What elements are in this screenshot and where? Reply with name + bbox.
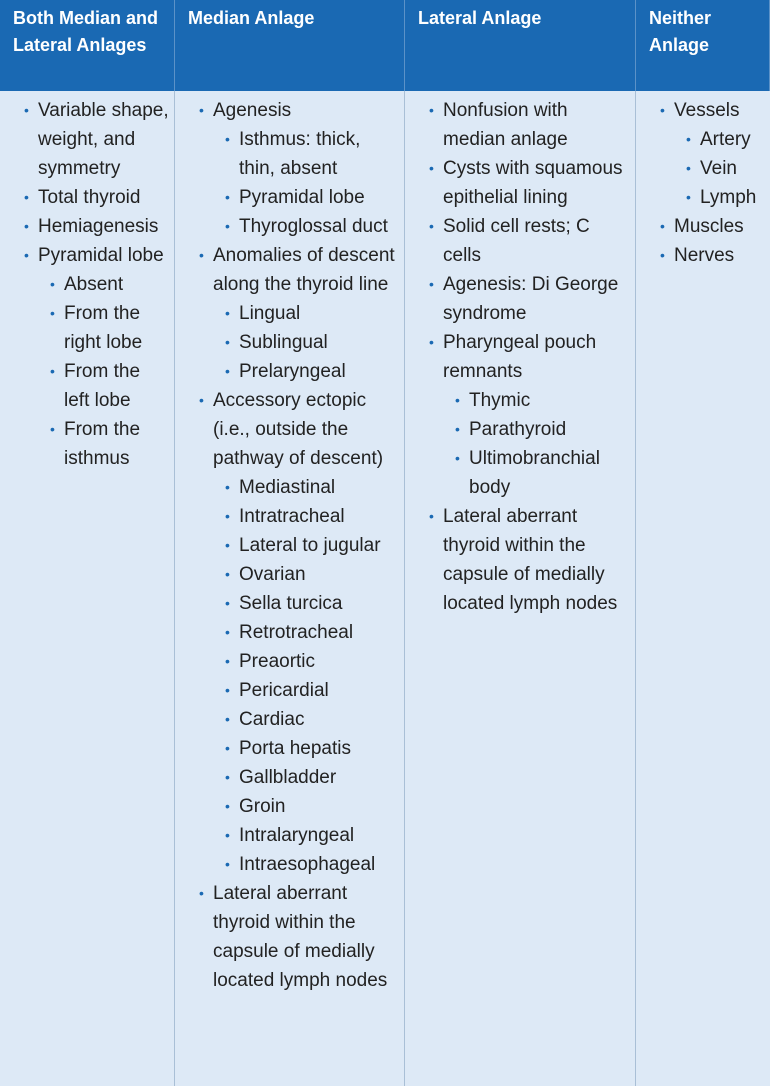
sub-list-item	[225, 531, 400, 560]
bullet-icon: •	[225, 508, 230, 524]
sub-list-item	[225, 705, 400, 734]
bullet-icon: •	[225, 334, 230, 350]
sub-list-item-text: Mediastinal	[239, 477, 336, 498]
bullet-icon: •	[225, 769, 230, 785]
sub-list-item	[225, 183, 400, 212]
list-item-text: Total thyroid	[38, 187, 141, 208]
sub-list-item	[225, 502, 400, 531]
bullet-icon: •	[225, 131, 230, 147]
column-lateral-anlage	[405, 91, 636, 1086]
sub-list-item	[225, 212, 400, 241]
sub-list-item	[225, 850, 400, 879]
list-item-text: Hemiagenesis	[38, 216, 159, 237]
list-item	[429, 212, 631, 270]
bullet-icon: •	[455, 392, 460, 408]
bullet-icon: •	[225, 827, 230, 843]
bullet-list	[175, 96, 400, 995]
bullet-icon: •	[225, 479, 230, 495]
bullet-icon: •	[50, 305, 55, 321]
list-item-text: Nonfusion with median anlage	[443, 100, 568, 150]
list-item	[24, 212, 170, 241]
sub-list-item-text: From the right lobe	[64, 303, 143, 353]
list-item	[429, 96, 631, 154]
sub-list-item	[50, 270, 170, 299]
bullet-icon: •	[225, 653, 230, 669]
header-both-anlages: Both Median and Lateral Anlages	[0, 0, 175, 91]
sub-list-item-text: Parathyroid	[469, 419, 567, 440]
sub-list-item-text: Vein	[700, 158, 737, 179]
list-item-text: Solid cell rests; C cells	[443, 216, 590, 266]
list-item-text: Muscles	[674, 216, 744, 237]
sub-list-item	[50, 415, 170, 473]
sub-list-item-text: Isthmus: thick, thin, absent	[239, 129, 361, 179]
sub-list-item-text: Thymic	[469, 390, 531, 411]
bullet-icon: •	[225, 566, 230, 582]
list-item-text: Accessory ectopic (i.e., outside the pathway of descent)	[213, 390, 384, 469]
bullet-icon: •	[199, 885, 204, 901]
list-item	[24, 183, 170, 212]
sub-list-item-text: Intratracheal	[239, 506, 345, 527]
sub-list-item-text: Prelaryngeal	[239, 361, 346, 382]
list-item-text: Variable shape, weight, and symmetry	[38, 100, 169, 179]
sub-bullet-list	[38, 270, 170, 473]
bullet-icon: •	[225, 740, 230, 756]
bullet-icon: •	[225, 305, 230, 321]
bullet-icon: •	[225, 363, 230, 379]
sub-list-item-text: Sella turcica	[239, 593, 343, 614]
bullet-icon: •	[225, 595, 230, 611]
bullet-list	[636, 96, 766, 270]
sub-list-item-text: Retrotracheal	[239, 622, 354, 643]
bullet-icon: •	[660, 102, 665, 118]
header-lateral-anlage: Lateral Anlage	[405, 0, 636, 91]
list-item	[199, 241, 400, 386]
sub-list-item	[225, 357, 400, 386]
header-neither-anlage: Neither Anlage	[636, 0, 770, 91]
bullet-icon: •	[24, 218, 29, 234]
sub-list-item	[455, 386, 631, 415]
sub-bullet-list	[213, 125, 400, 241]
sub-list-item	[225, 734, 400, 763]
list-item-text: Agenesis	[213, 100, 292, 121]
header-median-anlage: Median Anlage	[175, 0, 405, 91]
bullet-icon: •	[429, 160, 434, 176]
bullet-icon: •	[24, 189, 29, 205]
bullet-icon: •	[225, 537, 230, 553]
list-item-text: Anomalies of descent along the thyroid line	[213, 245, 395, 295]
bullet-icon: •	[686, 160, 691, 176]
sub-list-item	[50, 357, 170, 415]
bullet-icon: •	[429, 334, 434, 350]
list-item-text: Cysts with squamous epithelial lining	[443, 158, 623, 208]
bullet-icon: •	[429, 276, 434, 292]
bullet-icon: •	[225, 189, 230, 205]
sub-list-item	[686, 183, 766, 212]
list-item	[199, 386, 400, 879]
bullet-icon: •	[429, 102, 434, 118]
sub-list-item-text: Pyramidal lobe	[239, 187, 365, 208]
sub-list-item-text: Ultimobranchial body	[469, 448, 600, 498]
sub-list-item	[225, 125, 400, 183]
bullet-icon: •	[429, 218, 434, 234]
bullet-icon: •	[686, 189, 691, 205]
list-item	[199, 879, 400, 995]
sub-bullet-list	[674, 125, 766, 212]
list-item	[429, 328, 631, 502]
sub-list-item	[225, 618, 400, 647]
bullet-icon: •	[660, 218, 665, 234]
list-item	[24, 96, 170, 183]
sub-list-item	[225, 647, 400, 676]
bullet-list	[0, 96, 170, 473]
column-both-anlages	[0, 91, 175, 1086]
sub-list-item-text: Pericardial	[239, 680, 329, 701]
sub-list-item	[225, 792, 400, 821]
sub-list-item-text: Absent	[64, 274, 124, 295]
bullet-icon: •	[660, 247, 665, 263]
sub-list-item	[225, 560, 400, 589]
sub-list-item-text: Cardiac	[239, 709, 305, 730]
list-item-text: Pyramidal lobe	[38, 245, 164, 266]
bullet-icon: •	[225, 798, 230, 814]
sub-list-item	[225, 473, 400, 502]
sub-list-item-text: Sublingual	[239, 332, 328, 353]
sub-list-item	[225, 763, 400, 792]
sub-list-item-text: From the isthmus	[64, 419, 141, 469]
bullet-icon: •	[50, 421, 55, 437]
list-item	[429, 502, 631, 618]
sub-list-item	[50, 299, 170, 357]
sub-list-item-text: Gallbladder	[239, 767, 337, 788]
bullet-icon: •	[50, 363, 55, 379]
list-item-text: Pharyngeal pouch remnants	[443, 332, 597, 382]
sub-list-item-text: Intraesophageal	[239, 854, 376, 875]
sub-list-item	[225, 821, 400, 850]
bullet-icon: •	[199, 392, 204, 408]
list-item-text: Vessels	[674, 100, 740, 121]
bullet-icon: •	[225, 682, 230, 698]
list-item	[660, 241, 766, 270]
sub-list-item-text: Lateral to jugular	[239, 535, 381, 556]
sub-list-item-text: Preaortic	[239, 651, 316, 672]
bullet-icon: •	[50, 276, 55, 292]
column-neither-anlage	[636, 91, 770, 1086]
bullet-icon: •	[199, 102, 204, 118]
list-item-text: Agenesis: Di George syndrome	[443, 274, 619, 324]
sub-list-item-text: Thyroglossal duct	[239, 216, 388, 237]
sub-list-item-text: Intralaryngeal	[239, 825, 355, 846]
sub-list-item	[686, 125, 766, 154]
list-item	[24, 241, 170, 473]
list-item	[660, 212, 766, 241]
list-item	[429, 270, 631, 328]
sub-list-item	[455, 415, 631, 444]
sub-list-item	[455, 444, 631, 502]
list-item-text: Lateral aberrant thyroid within the capsule of medially located lymph nodes	[213, 883, 388, 991]
sub-list-item-text: Porta hepatis	[239, 738, 351, 759]
sub-list-item	[225, 299, 400, 328]
bullet-icon: •	[225, 624, 230, 640]
sub-list-item-text: Groin	[239, 796, 286, 817]
sub-list-item-text: Artery	[700, 129, 751, 150]
bullet-icon: •	[686, 131, 691, 147]
bullet-icon: •	[455, 450, 460, 466]
sub-list-item	[225, 589, 400, 618]
sub-bullet-list	[443, 386, 631, 502]
sub-list-item-text: Lingual	[239, 303, 301, 324]
sub-list-item-text: From the left lobe	[64, 361, 141, 411]
bullet-icon: •	[225, 218, 230, 234]
list-item	[429, 154, 631, 212]
bullet-icon: •	[225, 711, 230, 727]
sub-bullet-list	[213, 473, 400, 879]
sub-list-item-text: Ovarian	[239, 564, 306, 585]
sub-list-item	[225, 328, 400, 357]
bullet-icon: •	[24, 247, 29, 263]
bullet-icon: •	[429, 508, 434, 524]
list-item-text: Lateral aberrant thyroid within the capsule of medially located lymph nodes	[443, 506, 618, 614]
list-item-text: Nerves	[674, 245, 735, 266]
sub-list-item-text: Lymph	[700, 187, 757, 208]
sub-bullet-list	[213, 299, 400, 386]
bullet-icon: •	[24, 102, 29, 118]
bullet-list	[405, 96, 631, 618]
bullet-icon: •	[455, 421, 460, 437]
bullet-icon: •	[225, 856, 230, 872]
sub-list-item	[225, 676, 400, 705]
list-item	[660, 96, 766, 212]
list-item	[199, 96, 400, 241]
column-median-anlage	[175, 91, 405, 1086]
bullet-icon: •	[199, 247, 204, 263]
sub-list-item	[686, 154, 766, 183]
